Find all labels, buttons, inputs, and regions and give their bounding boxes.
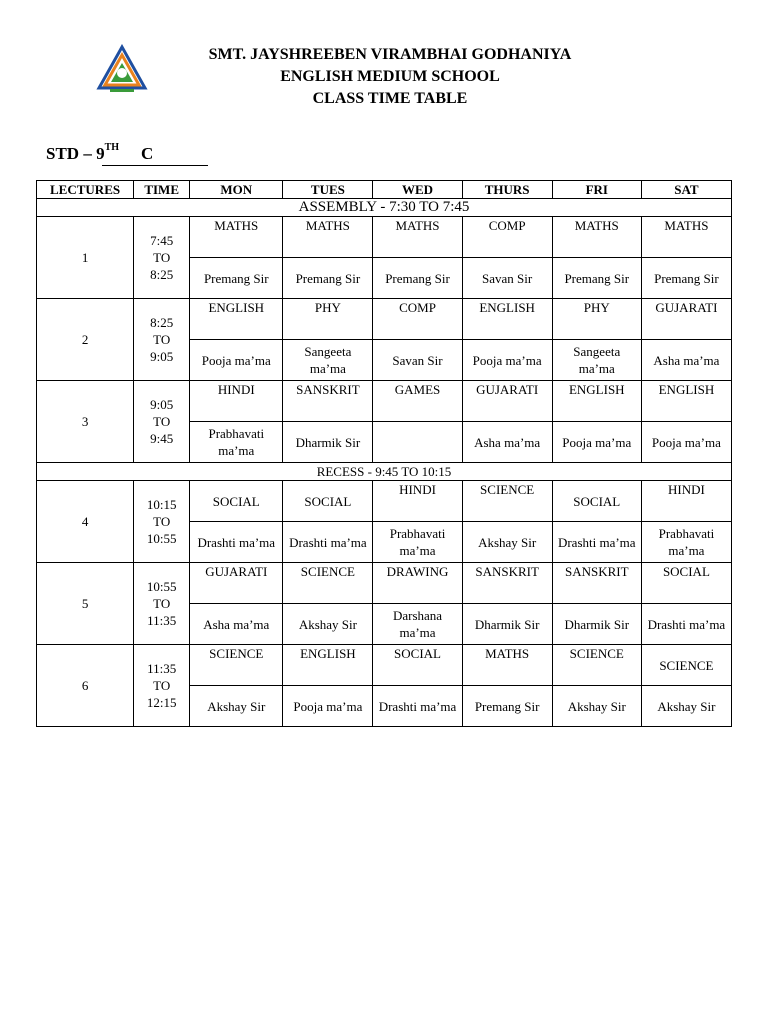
header-cell: LECTURES (37, 181, 134, 199)
time-line: 12:15 (146, 695, 177, 710)
lecture-time (134, 299, 190, 381)
subject-cell: ENGLISH (283, 645, 373, 686)
subject-cell: PHY (552, 299, 641, 340)
lecture-subject-row (37, 381, 732, 422)
std-label (46, 144, 153, 164)
subject-cell: SCIENCE (641, 645, 731, 686)
subject-cell: SOCIAL (641, 563, 731, 604)
recess-banner: RECESS - 9:45 TO 10:15 (37, 463, 732, 481)
teacher-cell: Asha ma’ma (190, 604, 283, 645)
time-line: 8:25 (150, 315, 174, 330)
recess-row (37, 463, 732, 481)
subject-cell: SANSKRIT (462, 563, 552, 604)
subject-cell: SOCIAL (373, 645, 462, 686)
teacher-cell: Asha ma’ma (462, 422, 552, 463)
time-line: 9:45 (150, 431, 174, 446)
subject-cell: MATHS (641, 217, 731, 258)
header-cell: TIME (134, 181, 190, 199)
assembly-banner: ASSEMBLY - 7:30 TO 7:45 (37, 199, 732, 217)
subject-cell: SOCIAL (283, 481, 373, 522)
teacher-cell: Sangeeta ma’ma (552, 340, 641, 381)
teacher-cell: Premang Sir (641, 258, 731, 299)
time-line: TO (153, 332, 171, 347)
teacher-cell: Prabhavati ma’ma (190, 422, 283, 463)
time-line: 11:35 (147, 613, 177, 628)
teacher-cell: Darshana ma’ma (373, 604, 462, 645)
subject-cell: ENGLISH (462, 299, 552, 340)
time-line: TO (153, 514, 171, 529)
teacher-cell: Savan Sir (373, 340, 462, 381)
teacher-cell: Pooja ma’ma (552, 422, 641, 463)
time-line: 10:15 (146, 497, 177, 512)
subject-cell: COMP (373, 299, 462, 340)
time-line: 11:35 (147, 661, 177, 676)
teacher-cell: Akshay Sir (283, 604, 373, 645)
subject-cell: HINDI (190, 381, 283, 422)
subject-cell: SCIENCE (462, 481, 552, 522)
subject-cell: MATHS (190, 217, 283, 258)
subject-cell: SANSKRIT (283, 381, 373, 422)
header-cell: FRI (552, 181, 641, 199)
teacher-cell: Savan Sir (462, 258, 552, 299)
time-line: 7:45 (150, 233, 174, 248)
time-line: TO (153, 596, 171, 611)
subject-cell: SOCIAL (190, 481, 283, 522)
lecture-subject-row (37, 299, 732, 340)
time-line: TO (153, 414, 171, 429)
std-prefix: STD – 9 (46, 144, 105, 163)
std-underline (102, 165, 208, 166)
teacher-cell: Drashti ma’ma (283, 522, 373, 563)
lecture-time (134, 481, 190, 563)
teacher-cell: Pooja ma’ma (190, 340, 283, 381)
subject-cell: SCIENCE (190, 645, 283, 686)
lecture-time (134, 645, 190, 727)
subject-cell: PHY (283, 299, 373, 340)
teacher-cell: Prabhavati ma’ma (373, 522, 462, 563)
teacher-cell: Dharmik Sir (283, 422, 373, 463)
school-logo (96, 44, 148, 94)
teacher-cell: Premang Sir (190, 258, 283, 299)
teacher-cell: Drashti ma’ma (552, 522, 641, 563)
teacher-cell: Premang Sir (283, 258, 373, 299)
subject-cell: SCIENCE (552, 645, 641, 686)
subject-cell: ENGLISH (641, 381, 731, 422)
lecture-subject-row (37, 645, 732, 686)
header-cell: SAT (641, 181, 731, 199)
assembly-row (37, 199, 732, 217)
std-section: C (141, 144, 154, 163)
teacher-cell: Premang Sir (373, 258, 462, 299)
teacher-cell: Akshay Sir (190, 686, 283, 727)
time-line: 9:05 (150, 349, 174, 364)
subject-cell: ENGLISH (190, 299, 283, 340)
time-line: 8:25 (150, 267, 174, 282)
time-line: TO (153, 250, 171, 265)
subject-cell: DRAWING (373, 563, 462, 604)
teacher-cell: Drashti ma’ma (190, 522, 283, 563)
teacher-cell: Akshay Sir (552, 686, 641, 727)
time-line: 10:55 (146, 579, 177, 594)
teacher-cell: Prabhavati ma’ma (641, 522, 731, 563)
subject-cell: HINDI (373, 481, 462, 522)
teacher-cell: Drashti ma’ma (641, 604, 731, 645)
timetable-title: CLASS TIME TABLE (312, 90, 468, 107)
subject-cell: MATHS (283, 217, 373, 258)
subject-cell: MATHS (462, 645, 552, 686)
lecture-number: 2 (37, 299, 134, 381)
teacher-cell: Drashti ma’ma (373, 686, 462, 727)
lecture-subject-row (37, 217, 732, 258)
std-superscript: TH (104, 142, 120, 153)
lecture-number: 3 (37, 381, 134, 463)
lecture-time (134, 217, 190, 299)
subject-cell: HINDI (641, 481, 731, 522)
teacher-cell: Akshay Sir (641, 686, 731, 727)
header-cell: WED (373, 181, 462, 199)
teacher-cell: Dharmik Sir (552, 604, 641, 645)
lecture-time (134, 563, 190, 645)
teacher-cell (373, 422, 462, 463)
teacher-cell: Pooja ma’ma (641, 422, 731, 463)
subject-cell: ENGLISH (552, 381, 641, 422)
lecture-time (134, 381, 190, 463)
school-name-line2: ENGLISH MEDIUM SCHOOL (280, 68, 500, 85)
subject-cell: GUJARATI (641, 299, 731, 340)
teacher-cell: Premang Sir (462, 686, 552, 727)
header-cell: TUES (283, 181, 373, 199)
lecture-number: 1 (37, 217, 134, 299)
lecture-number: 4 (37, 481, 134, 563)
subject-cell: SOCIAL (552, 481, 641, 522)
subject-cell: SCIENCE (283, 563, 373, 604)
teacher-cell: Pooja ma’ma (462, 340, 552, 381)
school-name-line1: SMT. JAYSHREEBEN VIRAMBHAI GODHANIYA (208, 46, 572, 63)
subject-cell: MATHS (373, 217, 462, 258)
teacher-cell: Akshay Sir (462, 522, 552, 563)
subject-cell: GAMES (373, 381, 462, 422)
subject-cell: GUJARATI (190, 563, 283, 604)
lecture-number: 6 (37, 645, 134, 727)
subject-cell: COMP (462, 217, 552, 258)
lecture-subject-row (37, 563, 732, 604)
teacher-cell: Sangeeta ma’ma (283, 340, 373, 381)
teacher-cell: Dharmik Sir (462, 604, 552, 645)
header-cell: MON (190, 181, 283, 199)
lecture-subject-row (37, 481, 732, 522)
subject-cell: GUJARATI (462, 381, 552, 422)
subject-cell: SANSKRIT (552, 563, 641, 604)
lecture-number: 5 (37, 563, 134, 645)
teacher-cell: Pooja ma’ma (283, 686, 373, 727)
teacher-cell: Asha ma’ma (641, 340, 731, 381)
header-cell: THURS (462, 181, 552, 199)
time-line: 9:05 (150, 397, 174, 412)
time-line: 10:55 (146, 531, 177, 546)
subject-cell: MATHS (552, 217, 641, 258)
header-row (37, 181, 732, 199)
timetable (36, 180, 732, 727)
teacher-cell: Premang Sir (552, 258, 641, 299)
time-line: TO (153, 678, 171, 693)
